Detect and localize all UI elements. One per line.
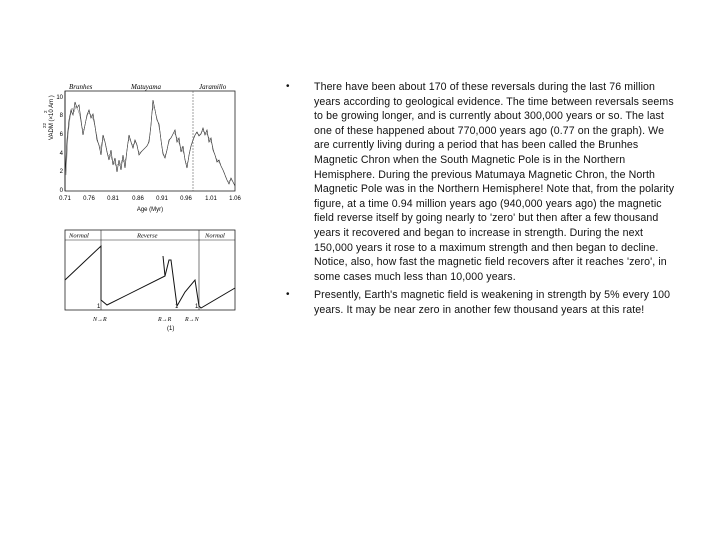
vadm-axis-label: VADM (×10 Am ) — [49, 95, 55, 140]
polarity-sawtooth — [65, 246, 235, 308]
transition-note: (1) — [167, 326, 175, 332]
ytick-label: 0 — [59, 188, 63, 194]
xtick-label: 0.86 — [132, 196, 144, 202]
bullet-marker: • — [286, 81, 290, 92]
polarity-label-normal-2: Normal — [205, 232, 225, 240]
vadm-axis-exponent-22: 22 — [42, 122, 47, 128]
ytick-label: 8 — [59, 113, 63, 119]
ytick-label: 6 — [59, 132, 63, 138]
vadm-curve-b — [66, 105, 234, 184]
transition-r-to-r: R→R — [158, 317, 172, 323]
vadm-xticks — [59, 196, 241, 202]
bullet-item-reversals — [286, 80, 682, 284]
polarity-chart — [65, 230, 235, 332]
ytick-label: 4 — [59, 151, 63, 157]
polarity-label-reverse: Reverse — [137, 232, 158, 240]
paleomagnetic-figure — [42, 80, 250, 335]
vadm-xaxis-label: Age (Myr) — [136, 207, 164, 213]
bullet-text: Presently, Earth's magnetic field is weakening in strength by 5% every 100 years. It may be near zero in another few thousand years at this rate! — [314, 289, 671, 316]
xtick-label: 0.76 — [83, 196, 95, 202]
period-label-matuyama: Matuyama — [131, 83, 161, 91]
transition-n-to-r: N→R — [93, 317, 107, 323]
period-label-jaramillo: Jaramillo — [199, 83, 227, 91]
transition-r-to-n: R→N — [185, 317, 199, 323]
xtick-label: 0.71 — [59, 196, 71, 202]
period-label-brunhes: Brunhes — [69, 83, 93, 91]
bullet-item-weakening — [286, 288, 682, 317]
xtick-label: 0.91 — [156, 196, 168, 202]
xtick-label: 1.06 — [229, 196, 241, 202]
bullet-text: There have been about 170 of these reversals during the last 76 million years according to geological evidence. The time between reversals seems to be growing longer, and is currently about 300,000 years or so. The last one of these happened about 770,000 years ago (0.77 on the graph). We are currently living during a period that has been called the Brunhes Magnetic Chron when the South Magnetic Pole is in the Northern Hemisphere. During the previous Matumaya Magnetic Chron, the North Magnetic Pole was in the Northern Hemisphere! Note that, from the polarity figure, at a time 0.94 million years ago (940,000 years ago) the magnetic field reverse itself by going nearly to 'zero' but then after a few thousand years it recovered and began to increase in strength. During the next 150,000 years it rose to a maximum strength and then began to decline. Notice, also, how fast the magnetic field recovers after it reaches 'zero', in some cases much less than 10,000 years. — [314, 81, 675, 283]
xtick-label: 0.81 — [107, 196, 119, 202]
xtick-label: 0.96 — [180, 196, 192, 202]
polarity-spike — [163, 256, 165, 276]
vadm-chart — [42, 83, 241, 213]
polarity-marker-3: 1 — [195, 304, 199, 310]
vadm-curve-a — [65, 100, 235, 186]
ytick-label: 2 — [59, 169, 63, 175]
bullet-list — [286, 80, 682, 318]
vadm-yticks — [56, 95, 63, 194]
vadm-axis-exponent-2: 2 — [43, 110, 48, 113]
polarity-marker-1: 1 — [97, 304, 101, 310]
figure-svg — [42, 80, 250, 335]
ytick-label: 10 — [56, 95, 63, 101]
polarity-label-normal: Normal — [69, 232, 89, 240]
bullet-marker: • — [286, 289, 290, 301]
xtick-label: 1.01 — [205, 196, 217, 202]
polarity-marker-2: 1 — [175, 304, 179, 310]
polarity-frame — [65, 230, 235, 310]
